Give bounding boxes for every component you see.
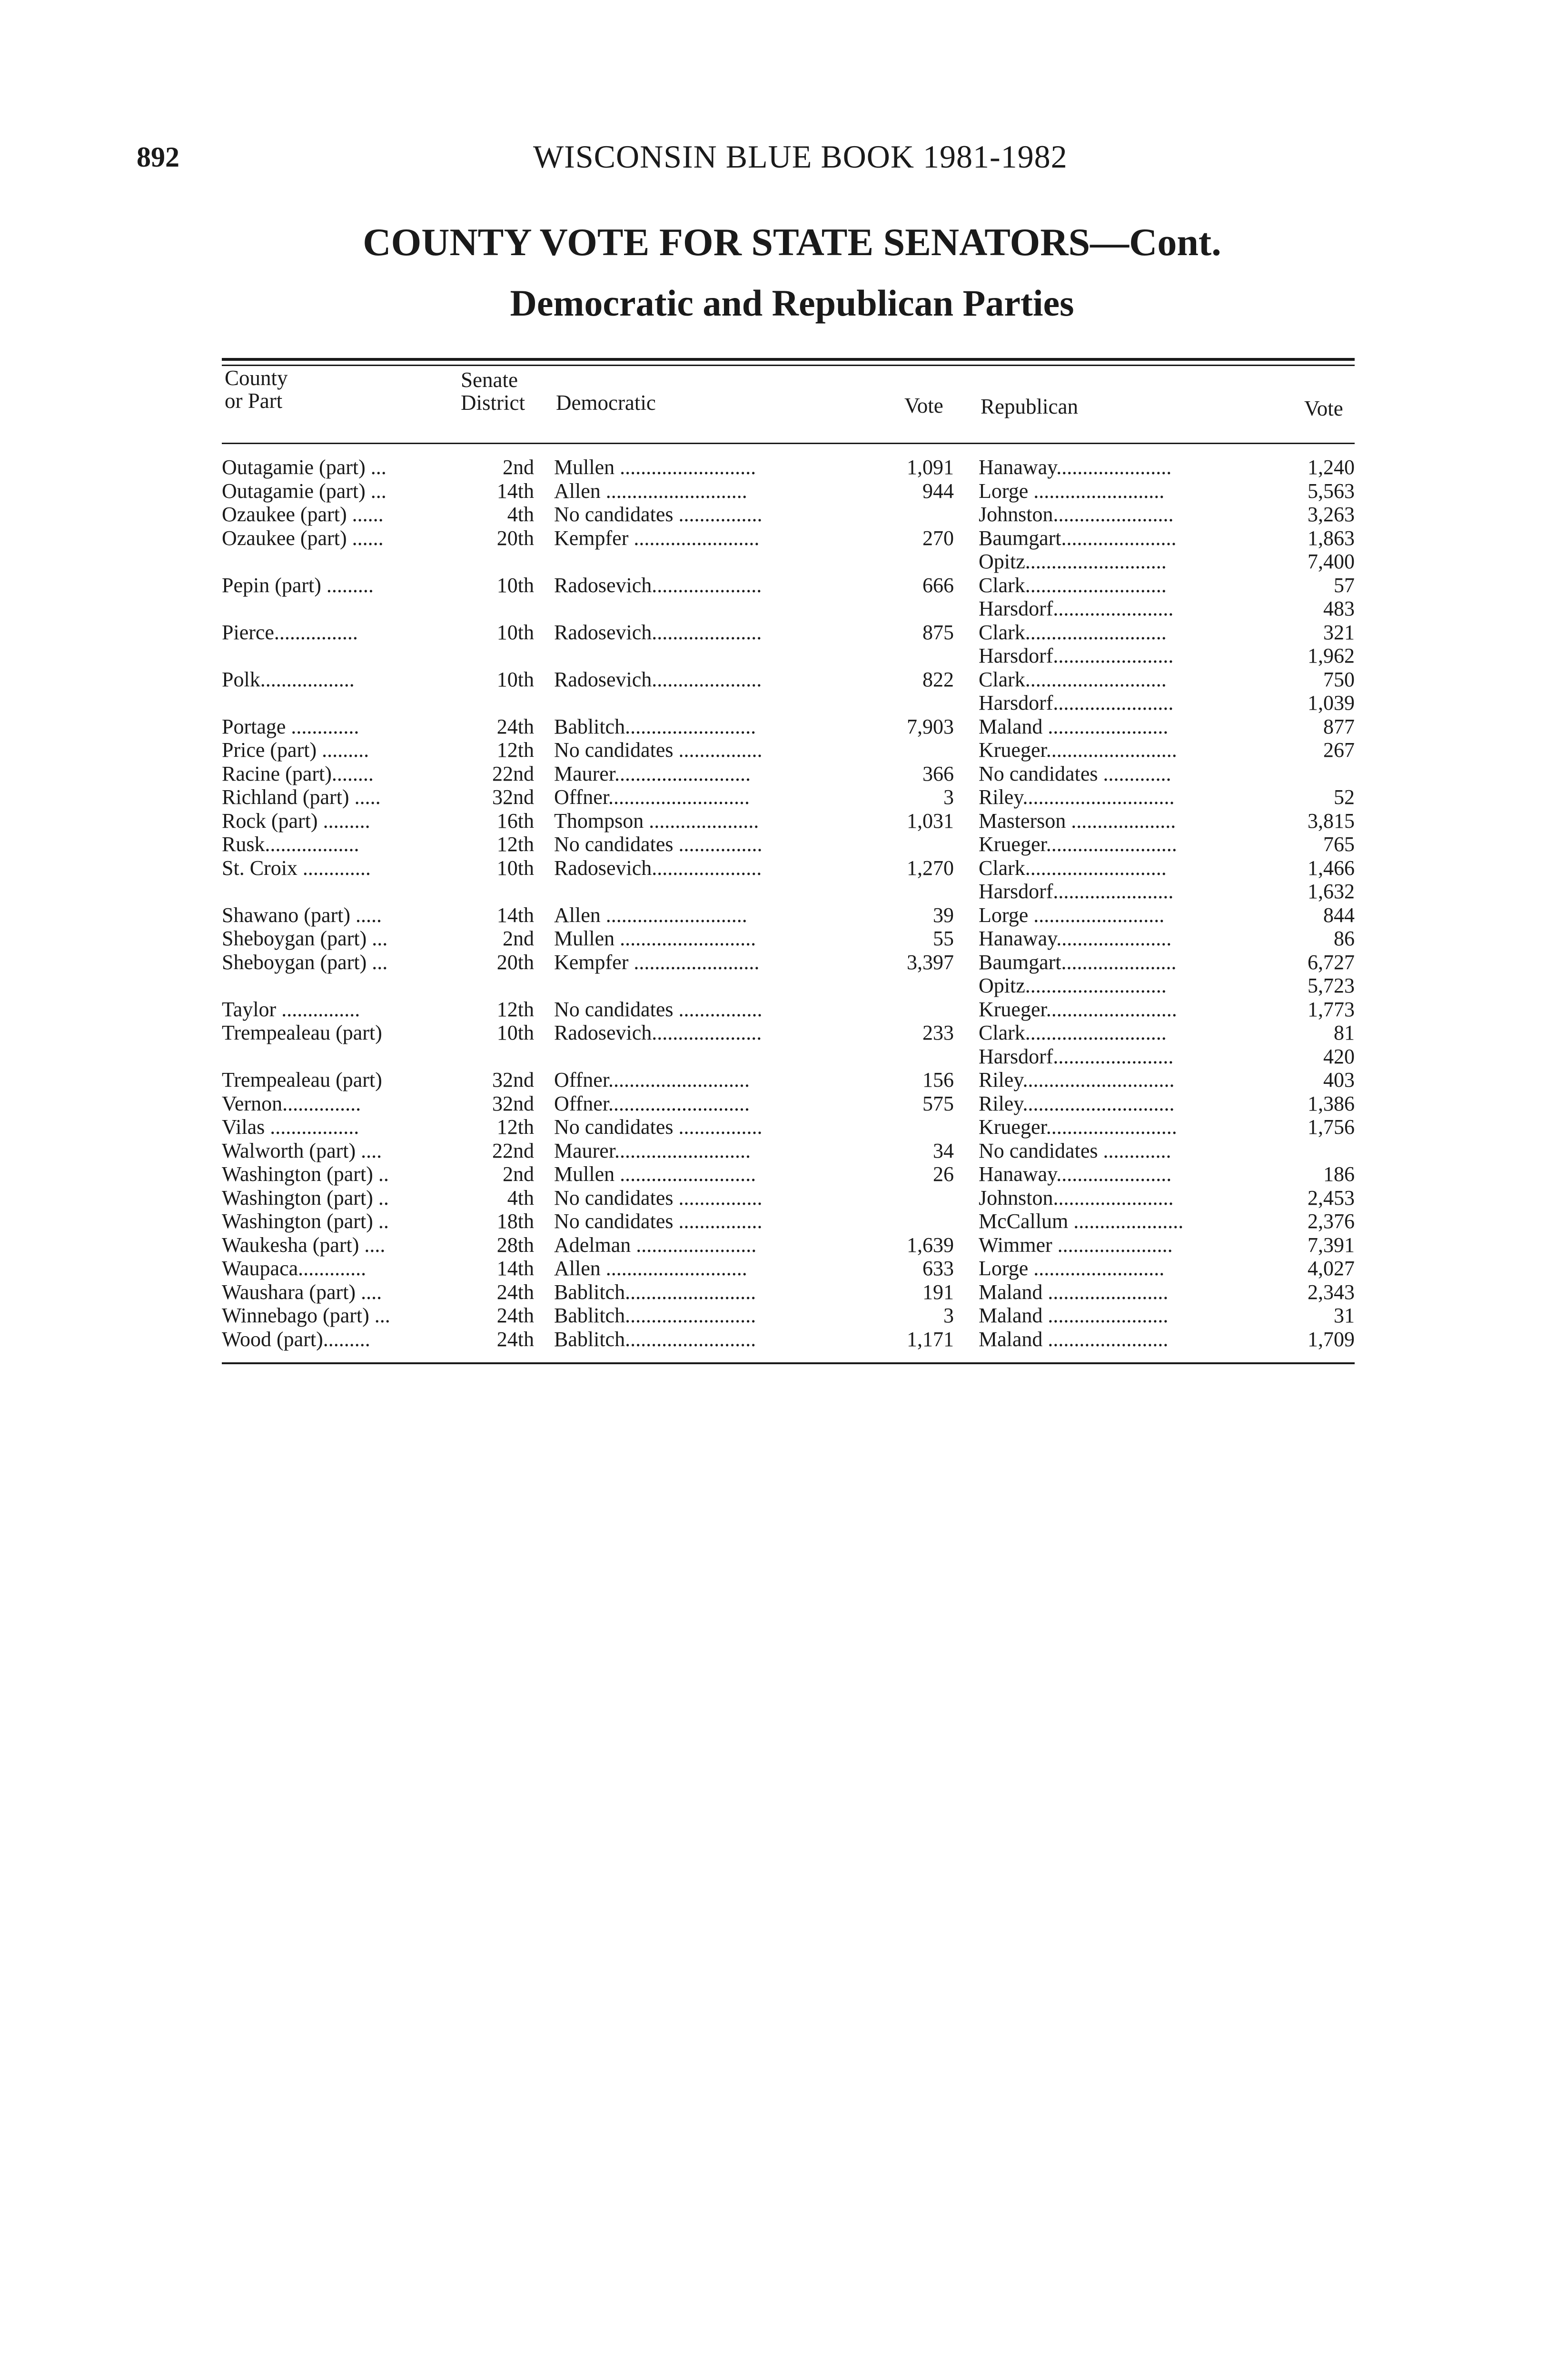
- cell-rep-vote: 2,453: [1308, 1187, 1355, 1210]
- cell-district: 32nd: [492, 1069, 534, 1091]
- cell-republican: Riley.............................: [979, 786, 1175, 809]
- cell-rep-vote: 7,391: [1308, 1234, 1355, 1257]
- cell-democrat: Radosevich.....................: [554, 1021, 762, 1044]
- cell-county: Pierce................: [222, 621, 358, 644]
- cell-rep-vote: 877: [1323, 715, 1355, 738]
- cell-district: 2nd: [503, 456, 534, 479]
- cell-county: Ozaukee (part) ......: [222, 503, 384, 526]
- cell-county: Trempealeau (part): [222, 1069, 382, 1091]
- cell-county: St. Croix .............: [222, 857, 371, 880]
- cell-democrat: Allen ...........................: [554, 904, 747, 927]
- cell-democrat: Kempfer ........................: [554, 527, 760, 550]
- cell-district: 24th: [496, 1328, 534, 1351]
- cell-republican: Harsdorf.......................: [979, 645, 1174, 667]
- cell-rep-vote: 1,962: [1308, 645, 1355, 667]
- cell-dem-vote: 1,031: [907, 810, 954, 833]
- cell-district: 12th: [496, 833, 534, 856]
- cell-county: Racine (part)........: [222, 763, 374, 785]
- cell-county: Sheboygan (part) ...: [222, 927, 388, 950]
- cell-county: Pepin (part) .........: [222, 574, 374, 597]
- cell-democrat: Mullen ..........................: [554, 1163, 756, 1186]
- cell-democrat: Bablitch.........................: [554, 1328, 756, 1351]
- cell-rep-vote: 267: [1323, 739, 1355, 762]
- cell-county: Outagamie (part) ...: [222, 480, 386, 503]
- cell-district: 20th: [496, 951, 534, 974]
- cell-district: 32nd: [492, 786, 534, 809]
- cell-republican: Hanaway......................: [979, 1163, 1172, 1186]
- cell-republican: Opitz...........................: [979, 550, 1167, 573]
- cell-district: 10th: [496, 621, 534, 644]
- cell-dem-vote: 191: [922, 1281, 954, 1304]
- cell-republican: Harsdorf.......................: [979, 880, 1174, 903]
- cell-democrat: Radosevich.....................: [554, 574, 762, 597]
- cell-rep-vote: 86: [1334, 927, 1355, 950]
- cell-democrat: Maurer..........................: [554, 763, 751, 785]
- cell-dem-vote: 3: [943, 786, 954, 809]
- cell-county: Washington (part) ..: [222, 1187, 389, 1210]
- header-district-line1: Senate: [461, 368, 518, 392]
- cell-rep-vote: 844: [1323, 904, 1355, 927]
- cell-county: Washington (part) ..: [222, 1210, 389, 1233]
- cell-county: Ozaukee (part) ......: [222, 527, 384, 550]
- cell-republican: Hanaway......................: [979, 927, 1172, 950]
- cell-republican: Clark...........................: [979, 668, 1167, 691]
- cell-republican: Hanaway......................: [979, 456, 1172, 479]
- cell-dem-vote: 575: [922, 1092, 954, 1115]
- cell-district: 4th: [507, 503, 534, 526]
- cell-rep-vote: 1,863: [1308, 527, 1355, 550]
- cell-democrat: No candidates ................: [554, 503, 763, 526]
- cell-republican: Krueger.........................: [979, 739, 1177, 762]
- cell-dem-vote: 1,091: [907, 456, 954, 479]
- cell-rep-vote: 3,263: [1308, 503, 1355, 526]
- cell-republican: Clark...........................: [979, 857, 1167, 880]
- cell-republican: Clark...........................: [979, 1021, 1167, 1044]
- cell-rep-vote: 1,632: [1308, 880, 1355, 903]
- cell-rep-vote: 6,727: [1308, 951, 1355, 974]
- cell-district: 22nd: [492, 763, 534, 785]
- cell-republican: No candidates .............: [979, 1140, 1171, 1162]
- cell-district: 4th: [507, 1187, 534, 1210]
- cell-dem-vote: 1,171: [907, 1328, 954, 1351]
- cell-rep-vote: 4,027: [1308, 1257, 1355, 1280]
- cell-rep-vote: 5,563: [1308, 480, 1355, 503]
- cell-county: Sheboygan (part) ...: [222, 951, 388, 974]
- cell-democrat: Offner...........................: [554, 1069, 750, 1091]
- cell-district: 10th: [496, 857, 534, 880]
- cell-rep-vote: 81: [1334, 1021, 1355, 1044]
- cell-dem-vote: 3: [943, 1304, 954, 1327]
- cell-democrat: Radosevich.....................: [554, 668, 762, 691]
- cell-republican: Wimmer ......................: [979, 1234, 1173, 1257]
- header-rule: [222, 443, 1355, 444]
- cell-republican: Lorge .........................: [979, 480, 1165, 503]
- cell-rep-vote: 3,815: [1308, 810, 1355, 833]
- cell-rep-vote: 403: [1323, 1069, 1355, 1091]
- cell-dem-vote: 34: [933, 1140, 954, 1162]
- cell-rep-vote: 7,400: [1308, 550, 1355, 573]
- header-dem-vote: Vote: [904, 394, 943, 417]
- cell-county: Taylor ...............: [222, 998, 360, 1021]
- cell-democrat: Offner...........................: [554, 786, 750, 809]
- cell-rep-vote: 2,343: [1308, 1281, 1355, 1304]
- cell-district: 10th: [496, 1021, 534, 1044]
- cell-democrat: Allen ...........................: [554, 480, 747, 503]
- cell-democrat: Thompson .....................: [554, 810, 759, 833]
- cell-republican: Lorge .........................: [979, 1257, 1165, 1280]
- cell-county: Washington (part) ..: [222, 1163, 389, 1186]
- cell-republican: Harsdorf.......................: [979, 692, 1174, 714]
- cell-county: Winnebago (part) ...: [222, 1304, 390, 1327]
- cell-democrat: Offner...........................: [554, 1092, 750, 1115]
- cell-county: Walworth (part) ....: [222, 1140, 382, 1162]
- cell-district: 28th: [496, 1234, 534, 1257]
- cell-district: 10th: [496, 574, 534, 597]
- cell-democrat: No candidates ................: [554, 1187, 763, 1210]
- cell-district: 16th: [496, 810, 534, 833]
- bottom-rule: [222, 1362, 1355, 1364]
- cell-democrat: No candidates ................: [554, 1210, 763, 1233]
- header-county-line2: or Part: [225, 389, 283, 413]
- cell-county: Polk..................: [222, 668, 355, 691]
- cell-republican: Riley.............................: [979, 1092, 1175, 1115]
- cell-dem-vote: 366: [922, 763, 954, 785]
- cell-county: Richland (part) .....: [222, 786, 381, 809]
- cell-dem-vote: 233: [922, 1021, 954, 1044]
- cell-democrat: Radosevich.....................: [554, 621, 762, 644]
- cell-dem-vote: 3,397: [907, 951, 954, 974]
- cell-rep-vote: 186: [1323, 1163, 1355, 1186]
- cell-dem-vote: 633: [922, 1257, 954, 1280]
- cell-dem-vote: 944: [922, 480, 954, 503]
- cell-dem-vote: 270: [922, 527, 954, 550]
- cell-rep-vote: 31: [1334, 1304, 1355, 1327]
- cell-county: Vilas .................: [222, 1116, 359, 1139]
- cell-republican: Opitz...........................: [979, 974, 1167, 997]
- cell-district: 12th: [496, 1116, 534, 1139]
- cell-county: Wood (part).........: [222, 1328, 370, 1351]
- cell-county: Rock (part) .........: [222, 810, 370, 833]
- cell-rep-vote: 765: [1323, 833, 1355, 856]
- cell-republican: Maland .......................: [979, 1281, 1169, 1304]
- cell-democrat: No candidates ................: [554, 739, 763, 762]
- cell-dem-vote: 822: [922, 668, 954, 691]
- cell-republican: Clark...........................: [979, 574, 1167, 597]
- cell-republican: Masterson ....................: [979, 810, 1176, 833]
- cell-county: Outagamie (part) ...: [222, 456, 386, 479]
- cell-democrat: Adelman .......................: [554, 1234, 757, 1257]
- cell-dem-vote: 55: [933, 927, 954, 950]
- cell-county: Waukesha (part) ....: [222, 1234, 386, 1257]
- cell-republican: Johnston.......................: [979, 1187, 1174, 1210]
- page-subtitle: Democratic and Republican Parties: [510, 282, 1074, 324]
- cell-rep-vote: 420: [1323, 1045, 1355, 1068]
- cell-county: Price (part) .........: [222, 739, 369, 762]
- cell-democrat: Allen ...........................: [554, 1257, 747, 1280]
- cell-dem-vote: 7,903: [907, 715, 954, 738]
- cell-democrat: Mullen ..........................: [554, 456, 756, 479]
- cell-district: 12th: [496, 998, 534, 1021]
- cell-dem-vote: 156: [922, 1069, 954, 1091]
- running-head: WISCONSIN BLUE BOOK 1981-1982: [533, 139, 1068, 175]
- cell-rep-vote: 1,240: [1308, 456, 1355, 479]
- cell-district: 12th: [496, 739, 534, 762]
- cell-district: 10th: [496, 668, 534, 691]
- cell-republican: Harsdorf.......................: [979, 597, 1174, 620]
- cell-republican: McCallum .....................: [979, 1210, 1184, 1233]
- cell-district: 18th: [496, 1210, 534, 1233]
- cell-democrat: Mullen ..........................: [554, 927, 756, 950]
- cell-rep-vote: 483: [1323, 597, 1355, 620]
- cell-democrat: Maurer..........................: [554, 1140, 751, 1162]
- header-republican: Republican: [981, 395, 1078, 418]
- cell-district: 2nd: [503, 927, 534, 950]
- cell-district: 20th: [496, 527, 534, 550]
- cell-rep-vote: 5,723: [1308, 974, 1355, 997]
- cell-rep-vote: 321: [1323, 621, 1355, 644]
- cell-democrat: Bablitch.........................: [554, 1281, 756, 1304]
- cell-county: Shawano (part) .....: [222, 904, 382, 927]
- cell-democrat: No candidates ................: [554, 1116, 763, 1139]
- cell-democrat: Bablitch.........................: [554, 1304, 756, 1327]
- cell-republican: Riley.............................: [979, 1069, 1175, 1091]
- cell-republican: Maland .......................: [979, 1304, 1169, 1327]
- cell-republican: Krueger.........................: [979, 998, 1177, 1021]
- cell-republican: Lorge .........................: [979, 904, 1165, 927]
- cell-republican: Clark...........................: [979, 621, 1167, 644]
- cell-district: 2nd: [503, 1163, 534, 1186]
- cell-district: 22nd: [492, 1140, 534, 1162]
- header-district-line2: District: [461, 391, 525, 415]
- cell-district: 24th: [496, 1304, 534, 1327]
- cell-republican: Krueger.........................: [979, 1116, 1177, 1139]
- cell-rep-vote: 1,039: [1308, 692, 1355, 714]
- cell-rep-vote: 1,386: [1308, 1092, 1355, 1115]
- cell-rep-vote: 1,756: [1308, 1116, 1355, 1139]
- cell-democrat: Radosevich.....................: [554, 857, 762, 880]
- header-county-line1: County: [225, 366, 288, 390]
- cell-republican: Johnston.......................: [979, 503, 1174, 526]
- cell-county: Trempealeau (part): [222, 1021, 382, 1044]
- cell-dem-vote: 1,639: [907, 1234, 954, 1257]
- header-rep-vote: Vote: [1304, 397, 1343, 420]
- cell-dem-vote: 875: [922, 621, 954, 644]
- cell-district: 14th: [496, 1257, 534, 1280]
- cell-rep-vote: 57: [1334, 574, 1355, 597]
- cell-district: 14th: [496, 480, 534, 503]
- cell-district: 24th: [496, 715, 534, 738]
- page-number: 892: [137, 141, 179, 173]
- cell-rep-vote: 52: [1334, 786, 1355, 809]
- cell-rep-vote: 1,709: [1308, 1328, 1355, 1351]
- cell-democrat: Kempfer ........................: [554, 951, 760, 974]
- cell-republican: Baumgart......................: [979, 527, 1177, 550]
- cell-republican: Maland .......................: [979, 1328, 1169, 1351]
- cell-county: Portage .............: [222, 715, 359, 738]
- cell-district: 32nd: [492, 1092, 534, 1115]
- top-rule: [222, 358, 1355, 361]
- cell-republican: Harsdorf.......................: [979, 1045, 1174, 1068]
- cell-republican: No candidates .............: [979, 763, 1171, 785]
- cell-republican: Baumgart......................: [979, 951, 1177, 974]
- cell-rep-vote: 1,773: [1308, 998, 1355, 1021]
- cell-rep-vote: 1,466: [1308, 857, 1355, 880]
- cell-district: 24th: [496, 1281, 534, 1304]
- cell-republican: Krueger.........................: [979, 833, 1177, 856]
- cell-district: 14th: [496, 904, 534, 927]
- cell-democrat: No candidates ................: [554, 833, 763, 856]
- cell-dem-vote: 666: [922, 574, 954, 597]
- cell-county: Vernon...............: [222, 1092, 361, 1115]
- cell-county: Rusk..................: [222, 833, 359, 856]
- cell-dem-vote: 26: [933, 1163, 954, 1186]
- header-democratic: Democratic: [556, 391, 656, 415]
- cell-dem-vote: 1,270: [907, 857, 954, 880]
- page-title: COUNTY VOTE FOR STATE SENATORS—Cont.: [363, 220, 1221, 264]
- cell-democrat: Bablitch.........................: [554, 715, 756, 738]
- cell-county: Waushara (part) ....: [222, 1281, 382, 1304]
- cell-democrat: No candidates ................: [554, 998, 763, 1021]
- cell-rep-vote: 2,376: [1308, 1210, 1355, 1233]
- cell-republican: Maland .......................: [979, 715, 1169, 738]
- cell-rep-vote: 750: [1323, 668, 1355, 691]
- cell-county: Waupaca.............: [222, 1257, 367, 1280]
- top-rule-thin: [222, 365, 1355, 366]
- cell-dem-vote: 39: [933, 904, 954, 927]
